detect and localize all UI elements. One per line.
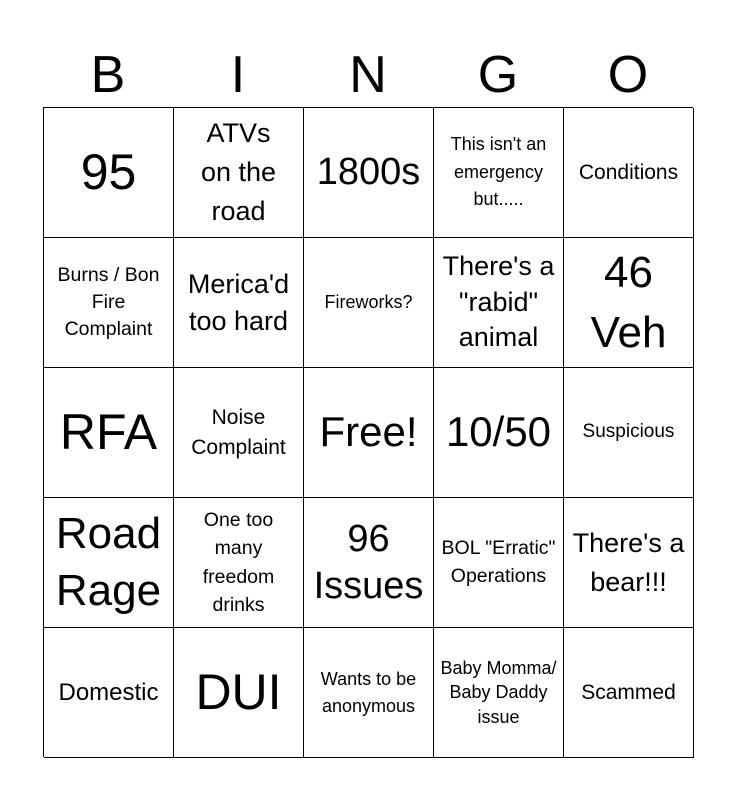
bingo-cell[interactable] (434, 238, 564, 368)
bingo-cell[interactable] (434, 108, 564, 238)
bingo-cell[interactable] (44, 238, 174, 368)
bingo-cell[interactable] (564, 108, 694, 238)
cell-text: 95 (80, 143, 137, 200)
bingo-cell[interactable] (44, 368, 174, 498)
bingo-cell[interactable] (434, 628, 564, 758)
cell-text: Burns / Bon Fire Complaint (57, 263, 160, 341)
bingo-cell[interactable] (564, 628, 694, 758)
cell-text: Noise Complaint (191, 405, 286, 459)
cell-text: Road Rage (55, 509, 162, 615)
bingo-cell[interactable] (174, 238, 304, 368)
cell-text: DUI (195, 663, 282, 720)
header-letter-n: N (349, 46, 387, 104)
header-letter-i: I (230, 46, 246, 104)
bingo-cell[interactable] (564, 238, 694, 368)
cell-text: 10/50 (445, 408, 552, 456)
bingo-cell[interactable] (564, 368, 694, 498)
bingo-cell[interactable] (564, 498, 694, 628)
cell-text: Suspicious (582, 421, 675, 443)
bingo-cell[interactable] (434, 368, 564, 498)
bingo-grid (43, 107, 693, 757)
cell-text: Fireworks? (324, 292, 413, 313)
bingo-cell[interactable] (304, 238, 434, 368)
bingo-cell[interactable] (434, 498, 564, 628)
cell-text: 96 Issues (313, 518, 424, 607)
bingo-cell[interactable] (44, 498, 174, 628)
bingo-cell[interactable] (304, 628, 434, 758)
cell-text: 46 Veh (590, 248, 667, 357)
cell-text: There's a "rabid" animal (442, 251, 555, 353)
cell-text: Domestic (58, 678, 159, 706)
bingo-cell[interactable] (304, 498, 434, 628)
cell-text: 1800s (316, 151, 421, 194)
bingo-cell[interactable] (174, 628, 304, 758)
header-letter-b: B (90, 46, 126, 104)
cell-text: RFA (59, 403, 158, 460)
bingo-cell[interactable] (44, 628, 174, 758)
bingo-header (43, 44, 693, 106)
cell-text: Baby Momma/ Baby Daddy issue (440, 657, 557, 727)
bingo-cell[interactable] (174, 368, 304, 498)
cell-text: This isn't an emergency but..... (450, 133, 547, 210)
bingo-cell[interactable] (44, 108, 174, 238)
bingo-cell[interactable] (174, 498, 304, 628)
cell-text: Free! (319, 408, 418, 456)
cell-text: Merica'd too hard (187, 269, 290, 336)
cell-text: ATVs on the road (200, 117, 277, 227)
header-letter-g: G (477, 46, 519, 104)
cell-text: Wants to be anonymous (320, 669, 417, 716)
cell-text: There's a bear!!! (572, 527, 685, 597)
cell-text: Conditions (578, 160, 679, 184)
header-letter-o: O (607, 46, 649, 104)
bingo-cell[interactable] (304, 368, 434, 498)
cell-text: Scammed (581, 680, 676, 704)
cell-text: One too many freedom drinks (202, 508, 275, 616)
bingo-cell[interactable] (174, 108, 304, 238)
bingo-cell[interactable] (304, 108, 434, 238)
cell-text: BOL "Erratic" Operations (441, 536, 556, 587)
